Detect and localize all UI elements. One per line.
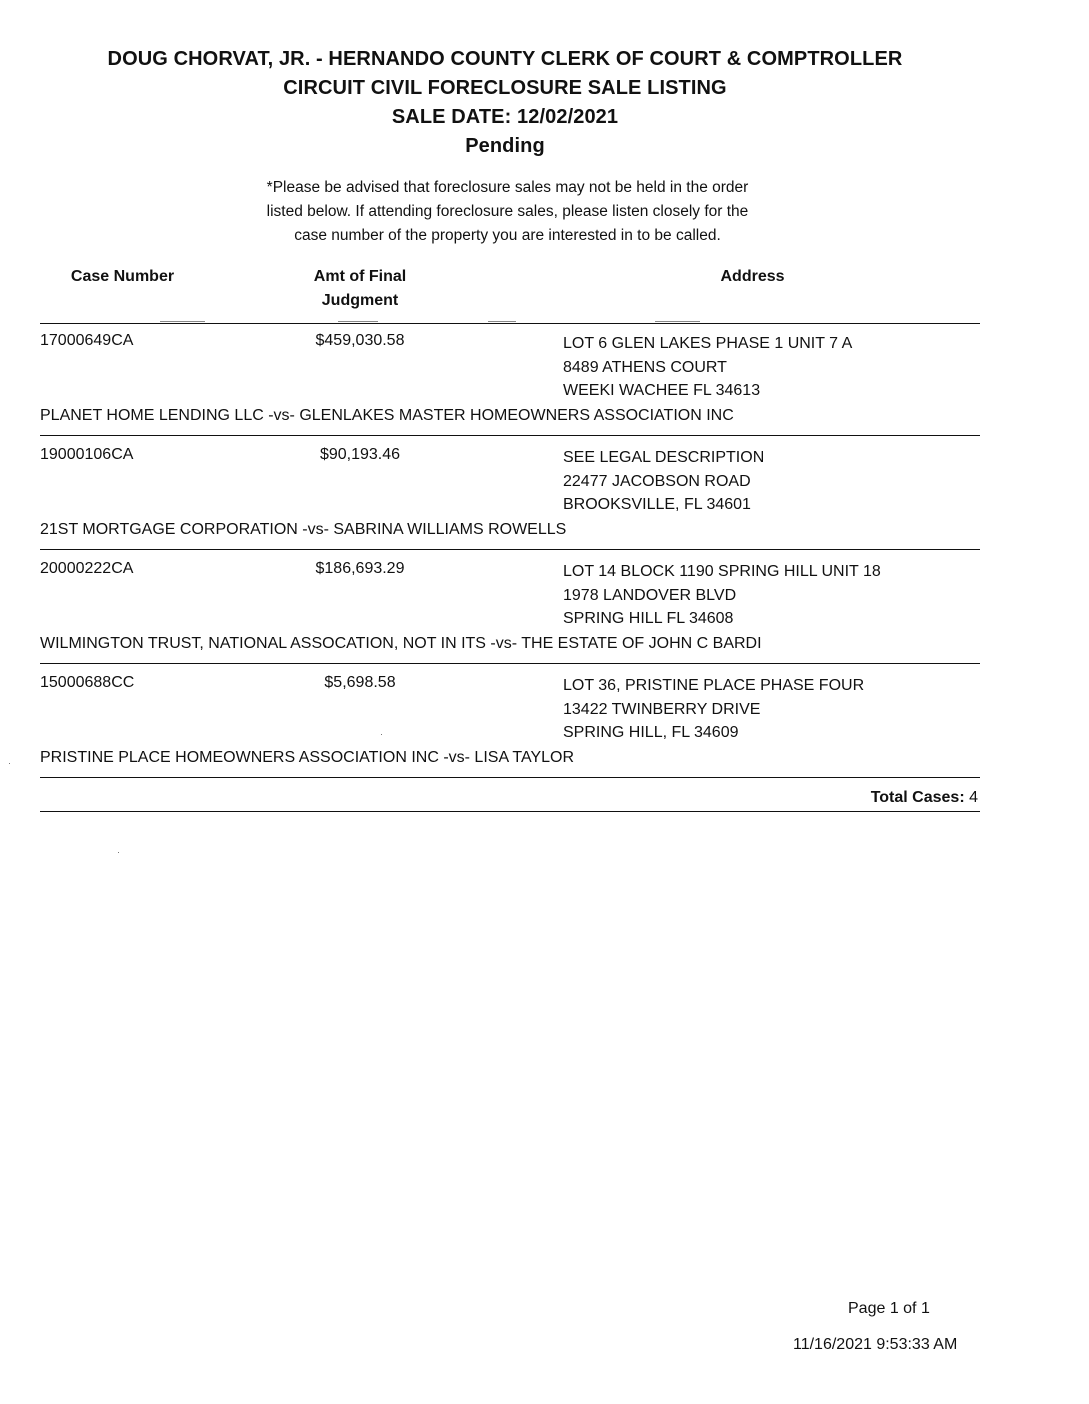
sale-date: SALE DATE: 12/02/2021 xyxy=(391,106,619,128)
judgment-amount: $459,030.58 xyxy=(315,332,405,349)
case-parties: 21ST MORTGAGE CORPORATION -vs- SABRINA WILLIAMS ROWELLS xyxy=(40,521,567,538)
case-parties: PRISTINE PLACE HOMEOWNERS ASSOCIATION INC -vs- LISA TAYLOR xyxy=(40,749,575,766)
address-line: SEE LEGAL DESCRIPTION xyxy=(563,449,765,466)
property-address xyxy=(563,446,764,517)
case-number: 20000222CA xyxy=(40,560,134,577)
case-number: 15000688CC xyxy=(40,674,135,691)
scan-mark xyxy=(338,321,378,322)
record-divider xyxy=(40,663,980,664)
address-line: LOT 14 BLOCK 1190 SPRING HILL UNIT 18 xyxy=(563,563,881,580)
address-line: BROOKSVILLE, FL 34601 xyxy=(563,496,751,513)
judgment-amount: $90,193.46 xyxy=(319,446,401,463)
address-line: LOT 36, PRISTINE PLACE PHASE FOUR xyxy=(563,677,865,694)
property-address xyxy=(563,674,864,745)
address-line: SPRING HILL FL 34608 xyxy=(563,610,734,627)
notice-line: *Please be advised that foreclosure sales may not be held in the order xyxy=(266,179,749,196)
total-cases-label: Total Cases: xyxy=(870,789,965,806)
address-line: SPRING HILL, FL 34609 xyxy=(563,724,739,741)
scan-mark xyxy=(655,321,700,322)
property-address xyxy=(563,560,881,631)
address-line: LOT 6 GLEN LAKES PHASE 1 UNIT 7 A xyxy=(563,335,853,352)
address-line: 8489 ATHENS COURT xyxy=(563,358,727,376)
print-timestamp: 11/16/2021 9:53:33 AM xyxy=(793,1336,958,1353)
total-cases xyxy=(871,789,978,807)
notice-line: listed below. If attending foreclosure sales, please listen closely for the xyxy=(266,203,749,220)
scan-speck xyxy=(381,734,382,735)
case-record xyxy=(0,551,1089,665)
scan-mark xyxy=(160,321,205,322)
judgment-amount: $186,693.29 xyxy=(315,560,405,577)
column-header-amount xyxy=(285,265,435,313)
address-line: WEEKI WACHEE FL 34613 xyxy=(563,382,761,399)
total-cases-value: 4 xyxy=(969,789,978,806)
judgment-amount: $5,698.58 xyxy=(324,674,396,691)
status-label: Pending xyxy=(465,135,545,157)
address-line: 1978 LANDOVER BLVD xyxy=(563,586,737,604)
column-header-address: Address xyxy=(720,268,785,285)
record-divider xyxy=(40,777,980,778)
case-parties: WILMINGTON TRUST, NATIONAL ASSOCATION, NOT IN ITS -vs- THE ESTATE OF JOHN C BARDI xyxy=(40,635,762,652)
column-header-amount-line: Judgment xyxy=(321,292,399,309)
page-number: Page 1 of 1 xyxy=(848,1300,930,1317)
scan-speck xyxy=(9,763,10,764)
property-address xyxy=(563,332,852,403)
case-parties: PLANET HOME LENDING LLC -vs- GLENLAKES MASTER HOMEOWNERS ASSOCIATION INC xyxy=(40,407,734,424)
advisory-notice xyxy=(200,176,815,248)
case-record xyxy=(0,323,1089,437)
address-line: 13422 TWINBERRY DRIVE xyxy=(563,700,761,718)
case-record xyxy=(0,665,1089,779)
listing-title: CIRCUIT CIVIL FORECLOSURE SALE LISTING xyxy=(283,77,727,99)
address-line: 22477 JACOBSON ROAD xyxy=(563,472,751,490)
total-divider xyxy=(40,811,980,812)
record-divider xyxy=(40,435,980,436)
column-header-amount-line: Amt of Final xyxy=(313,268,407,285)
scan-mark xyxy=(488,321,516,322)
scan-speck xyxy=(118,852,119,853)
notice-line: case number of the property you are interested in to be called. xyxy=(294,227,721,244)
record-divider xyxy=(40,549,980,550)
case-number: 17000649CA xyxy=(40,332,134,349)
case-record xyxy=(0,437,1089,551)
column-header-case-number: Case Number xyxy=(70,268,175,285)
document-title: DOUG CHORVAT, JR. - HERNANDO COUNTY CLERK OF COURT & COMPTROLLER xyxy=(107,48,903,70)
case-number: 19000106CA xyxy=(40,446,134,463)
